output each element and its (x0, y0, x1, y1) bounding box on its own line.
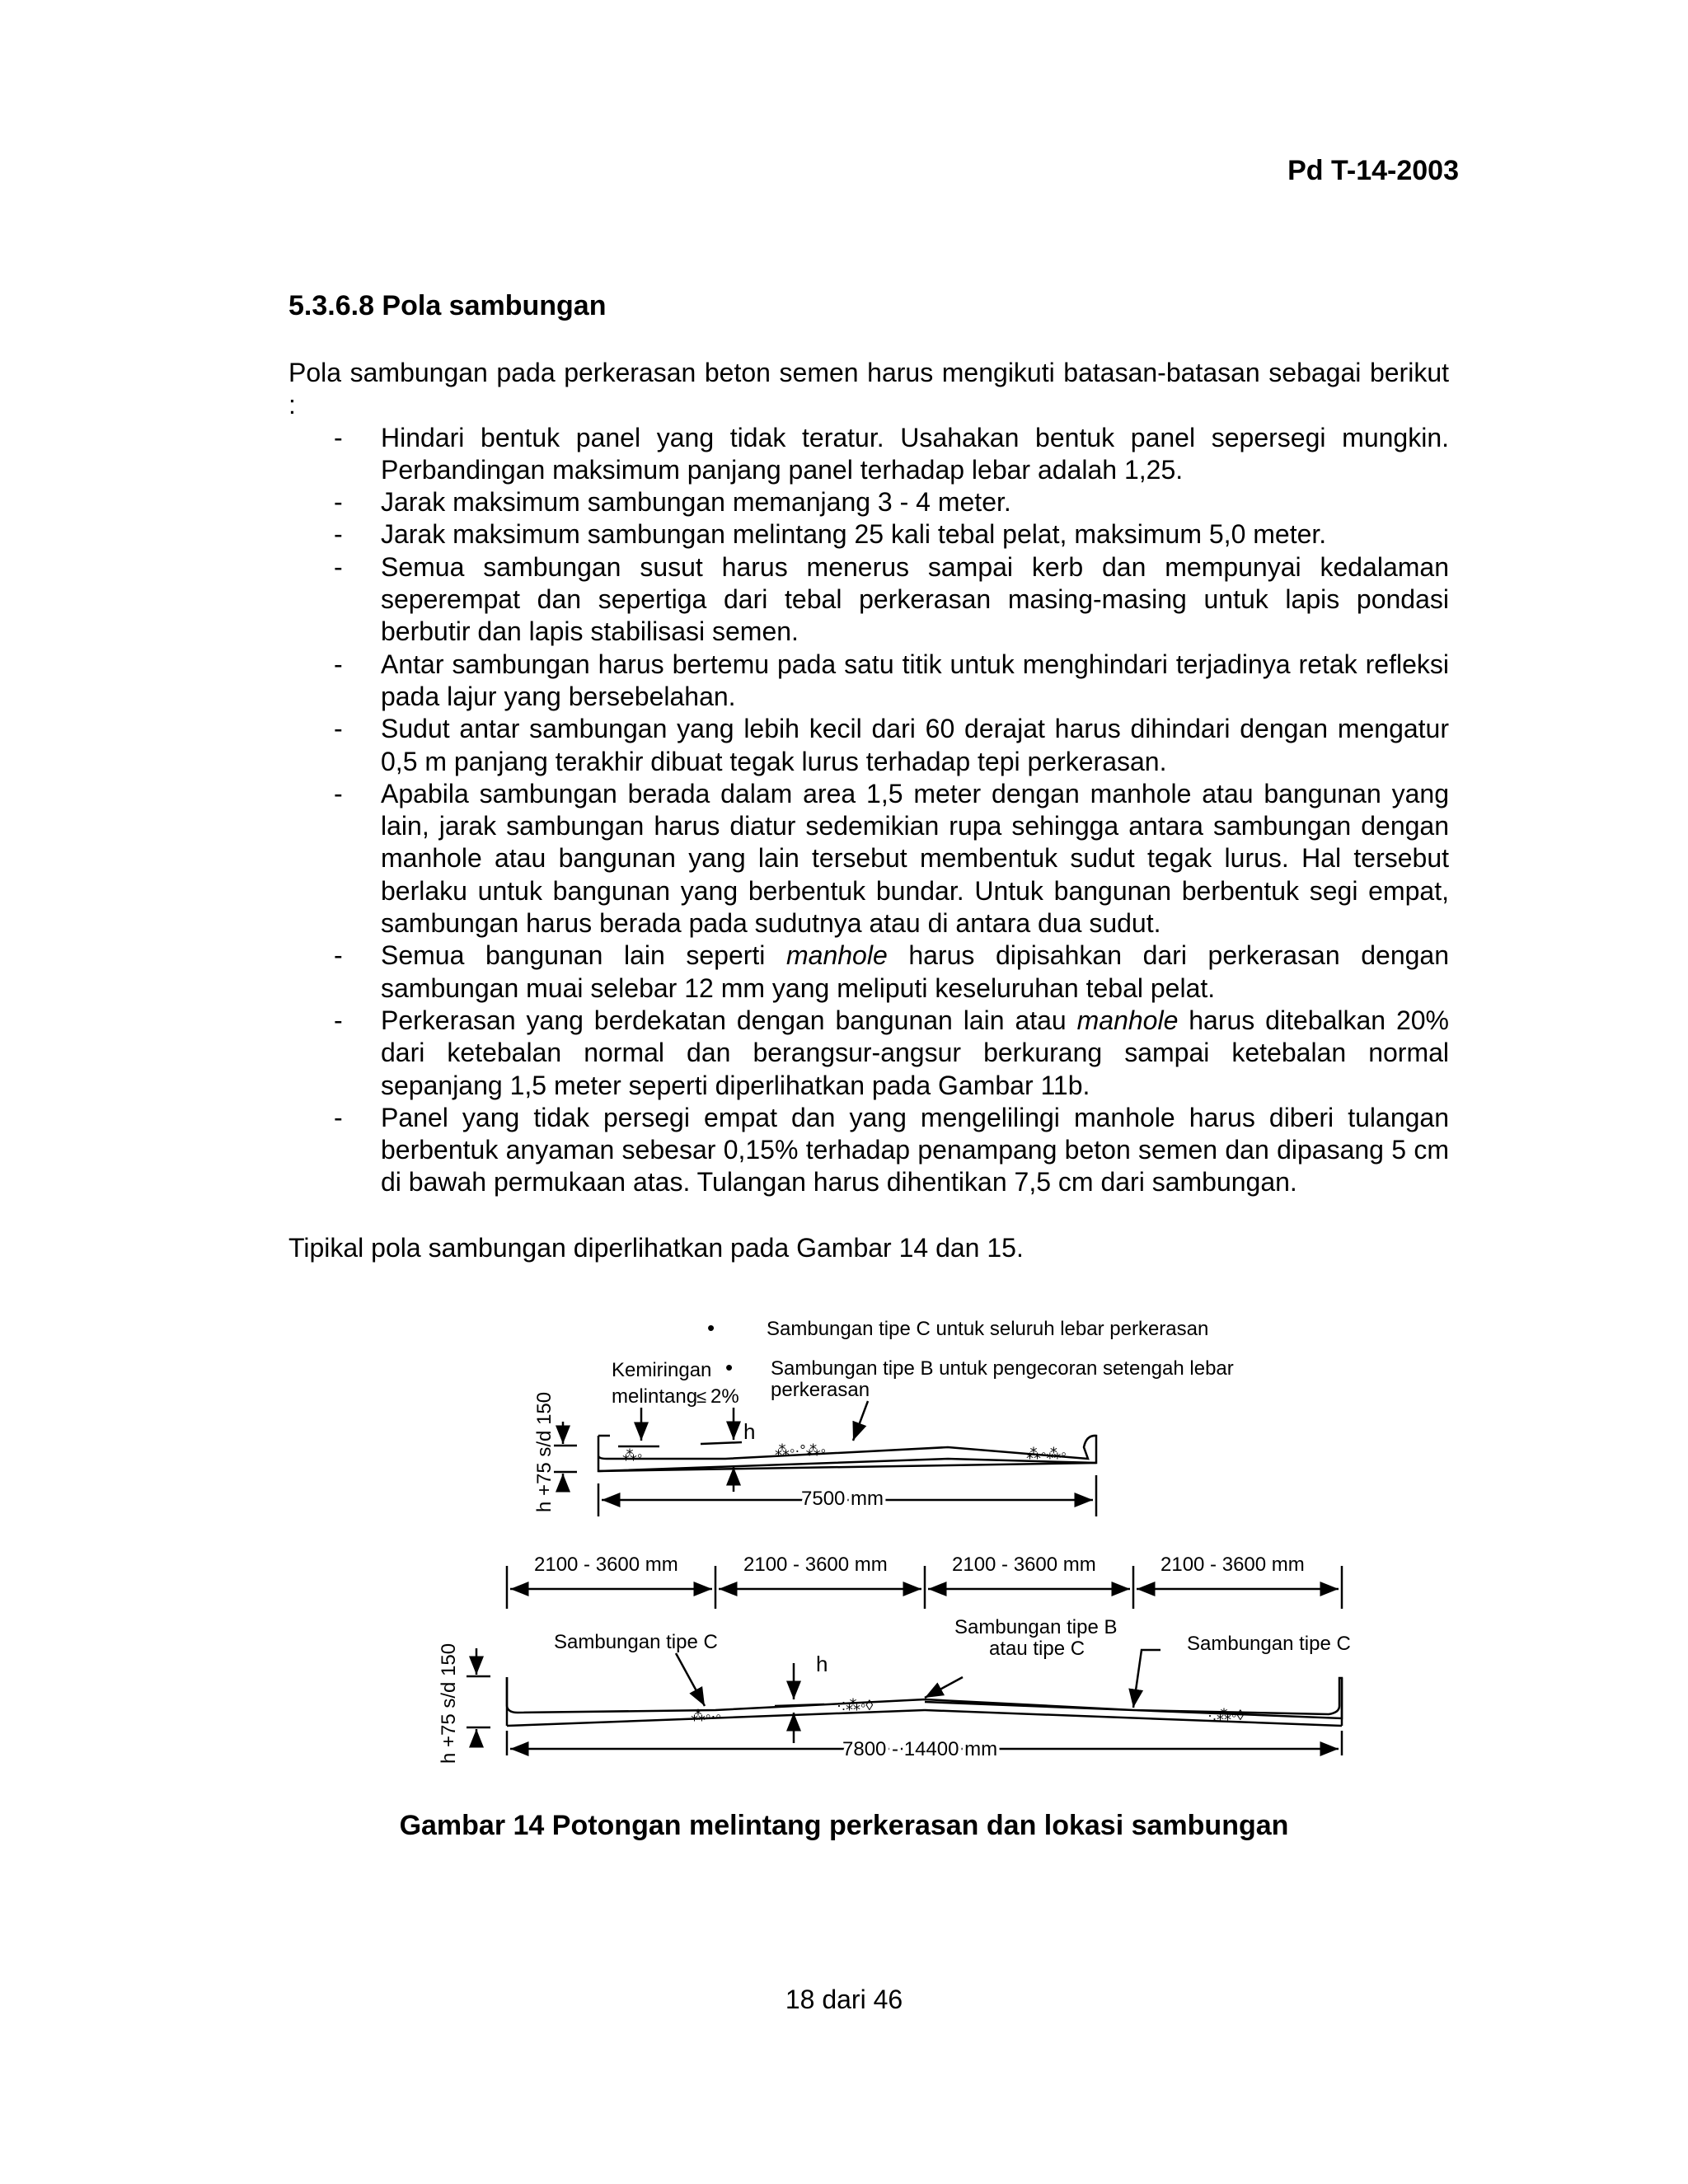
slope-label-2: melintang (612, 1385, 698, 1408)
rule-text: Apabila sambungan berada dalam area 1,5 meter dengan manhole atau bangunan yang lain, jarak sambungan harus diatur sedemikian rupa sehingga antara sambungan dengan manhole atau bangunan yang lain tersebut membentuk sudut tegak lurus. Hal tersebut berlaku untuk bangunan yang berbentuk bundar. Untuk bangunan berbentuk segi empat, sambungan harus berada pada sudutnya atau di antara dua sudut. (381, 778, 1449, 939)
svg-text:·:⁂◦◊: ·:⁂◦◊ (837, 1697, 874, 1713)
rule-bullet: - (334, 778, 343, 808)
slope-value: 2% (710, 1385, 739, 1408)
legend-item-c: Sambungan tipe C untuk seluruh lebar perkerasan (767, 1318, 1209, 1340)
bottom-width-label: 7800 - 14400 mm (842, 1738, 998, 1760)
cross-section-diagram (0, 1294, 1688, 1887)
rule-bullet: - (334, 1102, 343, 1132)
rule-emphasis: manhole (1076, 1005, 1179, 1035)
lane-label-3: 2100 - 3600 mm (952, 1554, 1096, 1576)
joint-right-label: Sambungan tipe C (1187, 1633, 1351, 1655)
legend-item-b: Sambungan tipe B untuk pengecoran setengah lebar (771, 1357, 1234, 1380)
svg-text:⁂◦·°⁂◦: ⁂◦·°⁂◦ (775, 1442, 826, 1459)
svg-text:⁂◦: ⁂◦ (622, 1447, 643, 1464)
rule-text-cont: harus dipisahkan dari perkerasan dengan sambungan muai selebar 12 mm yang meliputi keseluruhan tebal pelat. (381, 940, 1449, 1003)
rule-text: Panel yang tidak persegi empat dan yang mengelilingi manhole harus diberi tulangan berbentuk anyaman sebesar 0,15% terhadap penampang beton semen dan dipasang 5 cm di bawah permukaan atas. Tulangan harus dihentikan 7,5 cm dari sambungan. (381, 1102, 1449, 1197)
rule-bullet: - (334, 487, 343, 518)
rule-text: Antar sambungan harus bertemu pada satu titik untuk menghindari terjadinya retak refleksi pada lajur yang bersebelahan. (381, 649, 1449, 711)
top-width-label: 7500 mm (801, 1488, 884, 1510)
slope-symbol: ≤ (696, 1386, 707, 1407)
page-number: 18 dari 46 (785, 1985, 903, 2014)
rule-bullet: - (334, 649, 343, 679)
bottom-cross-section (467, 1566, 1342, 1755)
lane-label-2: 2100 - 3600 mm (743, 1554, 888, 1576)
figure-14 (0, 1294, 1688, 1887)
rule-text: Sudut antar sambungan yang lebih kecil dari 60 derajat harus dihindari dengan mengatur 0,5 m panjang terakhir dibuat tegak lurus terhadap tepi perkerasan. (381, 714, 1449, 776)
document-code: Pd T-14-2003 (1287, 155, 1459, 186)
rule-item (288, 1102, 1449, 1199)
bottom-h-label: h (816, 1652, 828, 1676)
rule-text: Semua sambungan susut harus menerus sampai kerb dan mempunyai kedalaman seperempat dan sepertiga dari tebal perkerasan masing-masing untuk lapis pondasi berbutir dan lapis stabilisasi semen. (381, 551, 1449, 647)
rule-item (288, 518, 1449, 551)
figure-caption: Gambar 14 Potongan melintang perkerasan dan lokasi sambungan (399, 1810, 1289, 1841)
joint-left-label: Sambungan tipe C (554, 1631, 718, 1653)
lane-label-4: 2100 - 3600 mm (1160, 1554, 1305, 1576)
rule-bullet: - (334, 940, 343, 971)
rule-text-cont: harus ditebalkan 20% dari ketebalan normal dan berangsur-angsur berkurang sampai ketebalan normal sepanjang 1,5 meter seperti diperlihatkan pada Gambar 11b. (381, 1005, 1450, 1100)
rule-item (288, 551, 1449, 649)
rule-bullet: - (334, 551, 343, 582)
rule-text: Jarak maksimum sambungan memanjang 3 - 4 meter. (381, 487, 1011, 518)
rule-bullet: - (334, 714, 343, 744)
rules-list (288, 422, 1449, 1199)
rule-item (288, 649, 1449, 714)
rule-bullet: - (334, 1005, 343, 1035)
legend-bullet: • (707, 1315, 715, 1340)
bottom-thickness-label: h +75 s/d 150 (438, 1643, 460, 1764)
rule-item (288, 422, 1449, 487)
rule-item (288, 778, 1449, 940)
rule-text: Semua bangunan lain seperti (381, 940, 786, 971)
body-text (288, 357, 1449, 1264)
rule-bullet: - (334, 422, 343, 452)
joint-mid-label-1: Sambungan tipe B (954, 1616, 1118, 1638)
rule-item (288, 486, 1449, 518)
rule-item (288, 1005, 1449, 1102)
top-thickness-label: h +75 s/d 150 (533, 1391, 556, 1512)
rule-emphasis: manhole (786, 940, 888, 971)
bottom-labels (438, 1554, 1351, 1764)
rule-text: Jarak maksimum sambungan melintang 25 kali tebal pelat, maksimum 5,0 meter. (381, 519, 1327, 550)
svg-text:·:⁂◦◊: ·:⁂◦◊ (1207, 1707, 1245, 1723)
top-h-label: h (743, 1419, 756, 1444)
legend-item-b-cont: perkerasan (771, 1379, 870, 1401)
lane-label-1: 2100 - 3600 mm (534, 1554, 678, 1576)
legend-bullet: • (725, 1355, 734, 1380)
intro-paragraph: Pola sambungan pada perkerasan beton semen harus mengikuti batasan-batasan sebagai berikut : (288, 358, 1449, 420)
rule-bullet: - (334, 519, 343, 550)
svg-text:⁂◦·◦: ⁂◦·◦ (691, 1708, 721, 1724)
svg-text:⁂◦⁂◦: ⁂◦⁂◦ (1026, 1446, 1067, 1462)
section-title: 5.3.6.8 Pola sambungan (288, 290, 607, 321)
figure-legend (707, 1315, 1234, 1401)
rule-item (288, 713, 1449, 778)
slope-label-1: Kemiringan (612, 1359, 712, 1381)
rule-text: Hindari bentuk panel yang tidak teratur. Usahakan bentuk panel sepersegi mungkin. Perbandingan maksimum panjang panel terhadap lebar adalah 1,25. (381, 422, 1449, 485)
closing-paragraph: Tipikal pola sambungan diperlihatkan pada Gambar 14 dan 15. (288, 1232, 1024, 1263)
rule-text: Perkerasan yang berdekatan dengan bangunan lain atau (381, 1005, 1077, 1035)
rule-item (288, 940, 1449, 1005)
joint-mid-label-2: atau tipe C (989, 1638, 1085, 1660)
